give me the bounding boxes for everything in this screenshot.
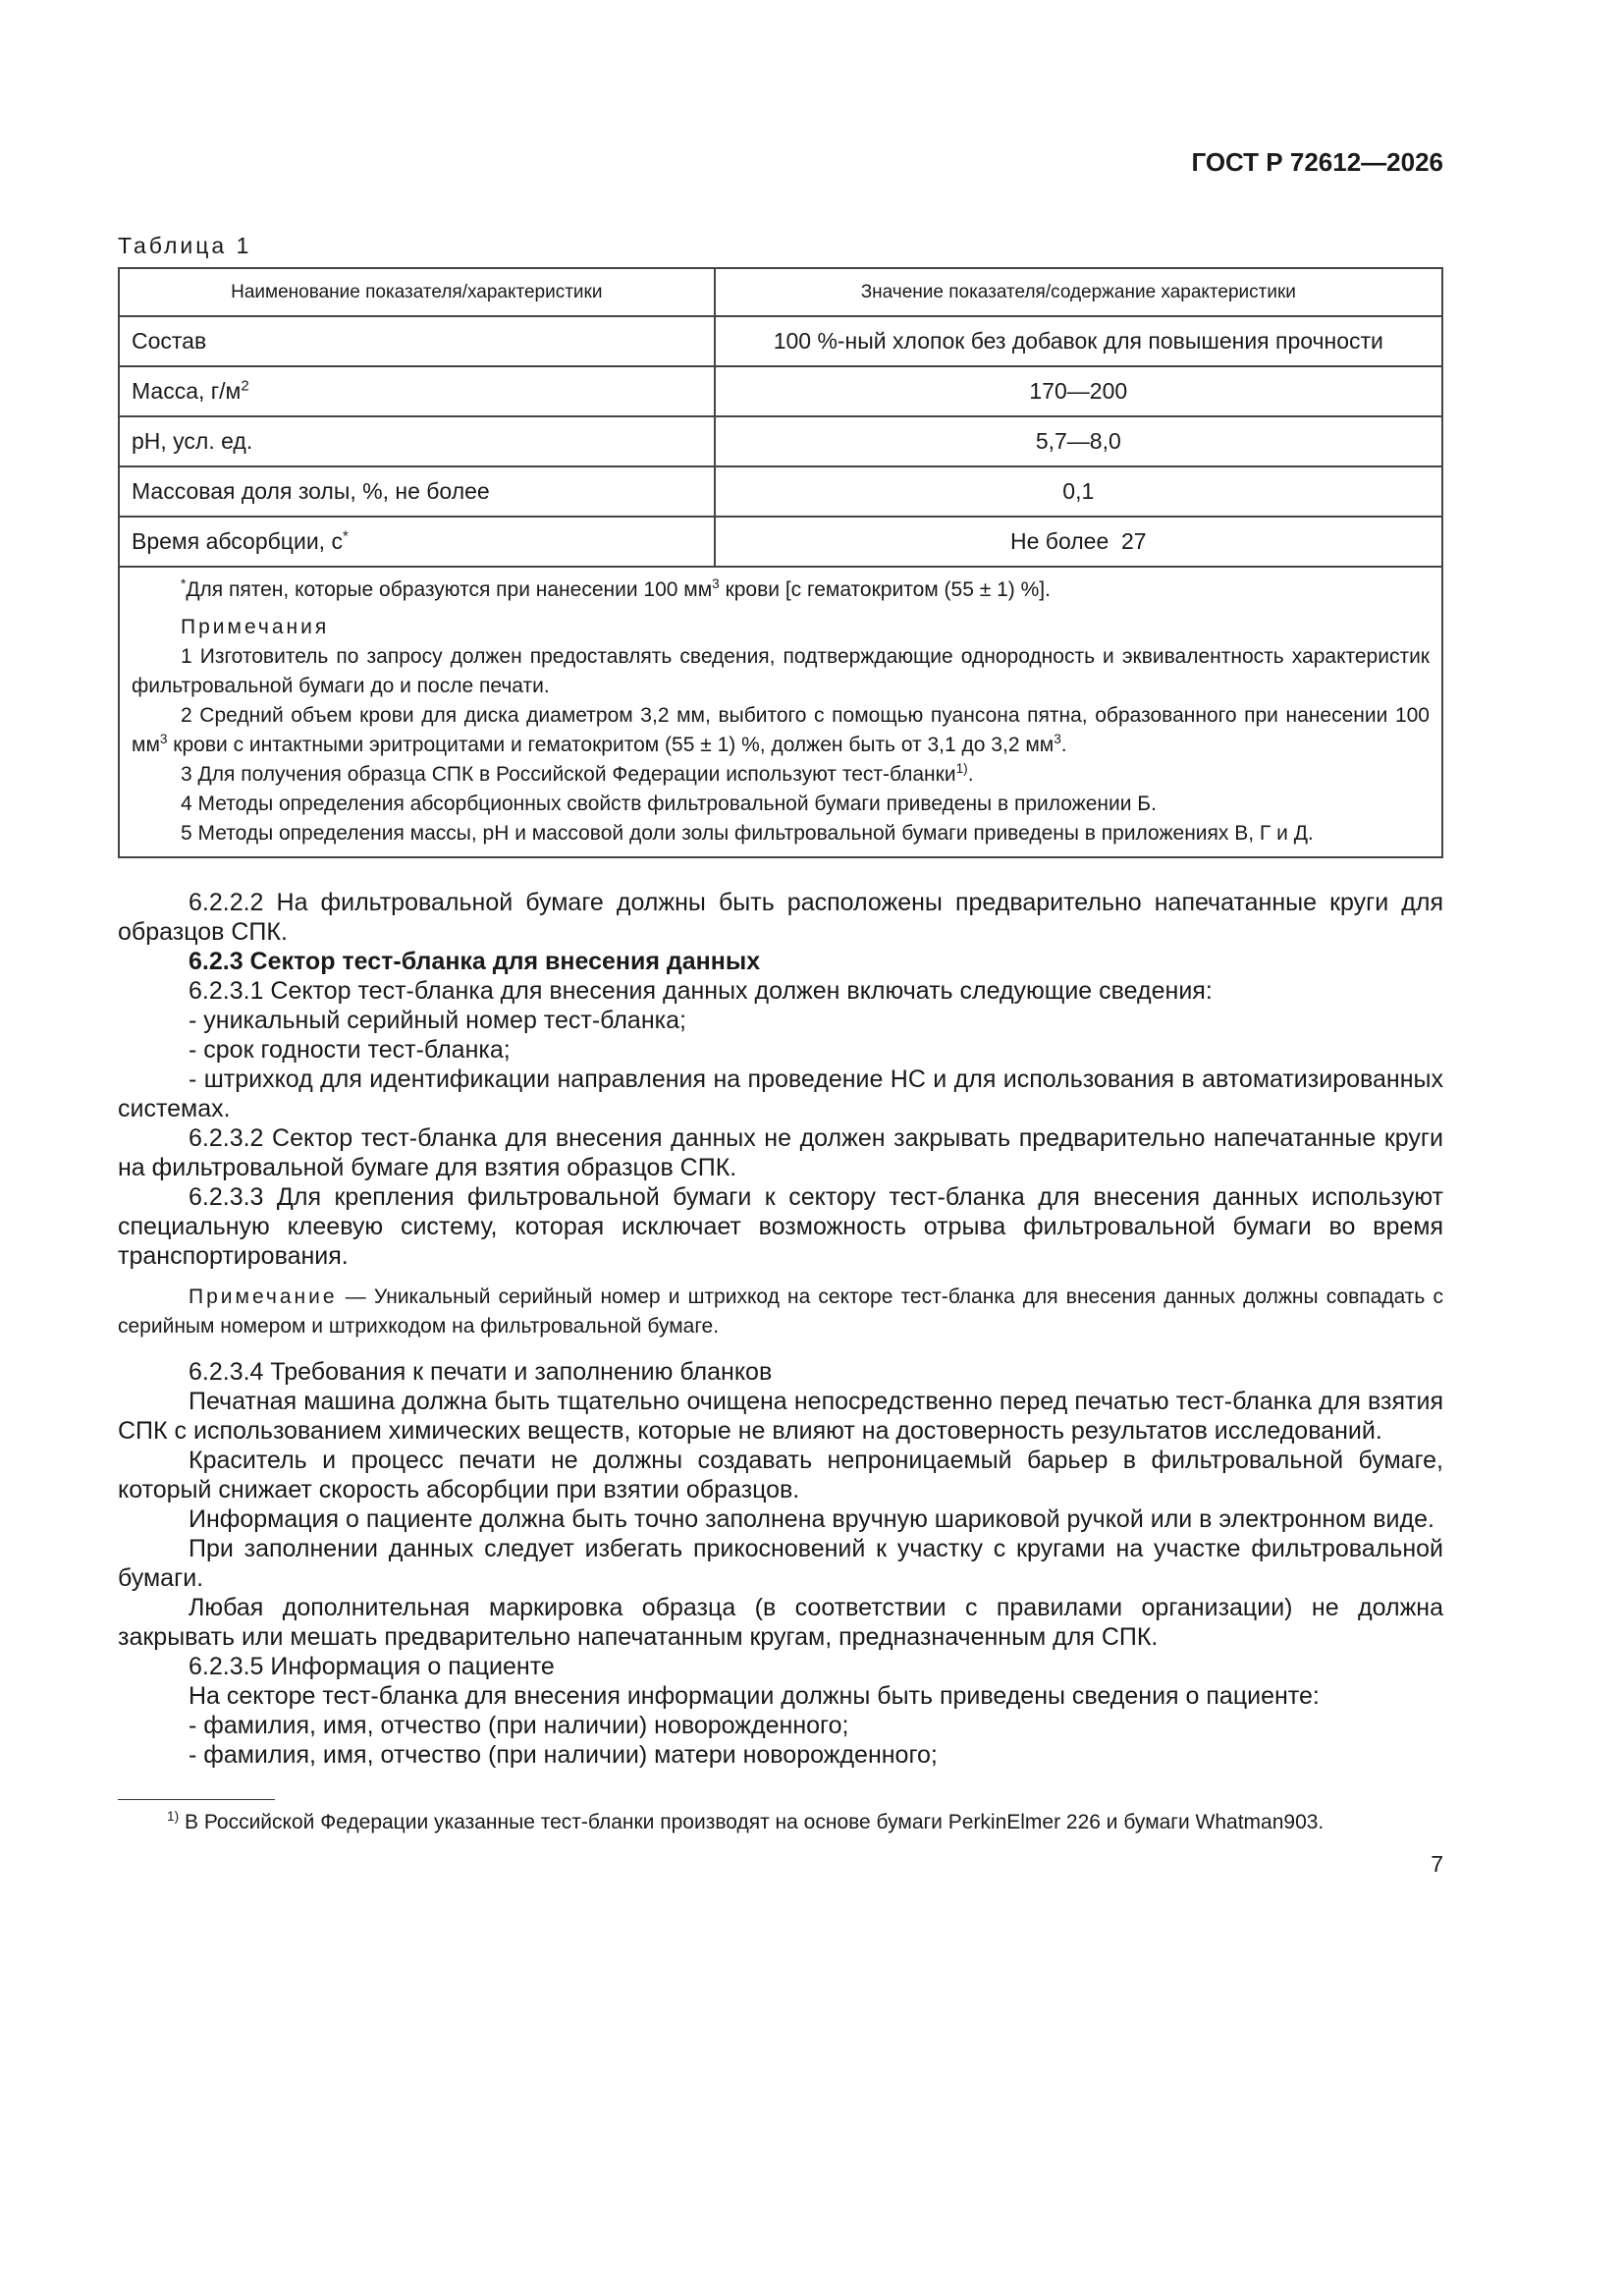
column-header-value: Значение показателя/содержание характеристики xyxy=(715,268,1442,316)
note-3-text: 3 Для получения образца СПК в Российской Федерации используют тест-бланки xyxy=(181,763,956,786)
document-id: ГОСТ Р 72612—2026 xyxy=(1191,147,1443,177)
row-name-superscript: 2 xyxy=(241,377,249,395)
page-footnote xyxy=(118,1808,1443,1837)
spec-table xyxy=(118,267,1443,858)
section-heading-6-2-3: 6.2.3 Сектор тест-бланка для внесения данных xyxy=(189,948,761,975)
note-2-superscript: 3 xyxy=(159,732,168,746)
paragraph-print-4: При заполнении данных следует избегать прикосновений к участку с кругами на участке фильтровальной бумаги. xyxy=(118,1535,1443,1592)
table-row xyxy=(119,366,1442,416)
list-item: - штрихкод для идентификации направления на проведение НС и для использования в автоматизированных системах. xyxy=(118,1066,1443,1122)
row-value: 170—200 xyxy=(715,366,1442,416)
table-row xyxy=(119,517,1442,567)
note-2 xyxy=(132,701,1430,760)
list-item: - уникальный серийный номер тест-бланка; xyxy=(189,1007,686,1034)
paragraph-print-2: Краситель и процесс печати не должны создавать непроницаемый барьер в фильтровальной бумаге, который снижает скорость абсорбции при взятии образцов. xyxy=(118,1447,1443,1503)
footnote-divider xyxy=(118,1799,275,1800)
table-footnote-text: Для пятен, которые образуются при нанесении 100 мм xyxy=(186,578,713,601)
note-2-superscript-end: 3 xyxy=(1054,732,1061,746)
note-4: 4 Методы определения абсорбционных свойств фильтровальной бумаги приведены в приложении Б. xyxy=(181,793,1157,815)
note-2-text-end: . xyxy=(1060,734,1067,756)
row-value: 5,7—8,0 xyxy=(715,416,1442,466)
note-3-footnote-ref: 1) xyxy=(955,761,968,776)
note-2-text: 2 Средний объем крови для диска диаметром 3,2 мм, выбитого с помощью пуансона пятна, образованного при нанесении 100 мм xyxy=(132,704,1430,756)
row-name xyxy=(119,517,715,567)
row-value: Не более 27 xyxy=(715,517,1442,567)
table-header-row xyxy=(119,268,1442,316)
table-footnote-mark: * xyxy=(181,576,187,591)
column-header-name: Наименование показателя/характеристики xyxy=(119,268,715,316)
remark-label: Примечание xyxy=(189,1285,338,1308)
page-number: 7 xyxy=(1431,1851,1443,1877)
row-name-text: Время абсорбции, с xyxy=(132,528,343,554)
table-notes-row xyxy=(119,567,1442,857)
row-name-text: рН, усл. ед. xyxy=(132,428,253,454)
table-footnote-text-end: крови [с гематокритом (55 ± 1) %]. xyxy=(719,578,1051,601)
table-notes-cell xyxy=(119,567,1442,857)
row-value: 0,1 xyxy=(715,466,1442,517)
body-text xyxy=(118,888,1443,1770)
note-5: 5 Методы определения массы, рН и массовой доли золы фильтровальной бумаги приведены в приложениях В, Г и Д. xyxy=(181,822,1314,845)
row-name xyxy=(119,416,715,466)
table-footnote-superscript: 3 xyxy=(712,576,720,591)
paragraph-print-1: Печатная машина должна быть тщательно очищена непосредственно перед печатью тест-бланка для взятия СПК с использованием химических веществ, которые не влияют на достоверность результатов исследований. xyxy=(118,1388,1443,1445)
list-item: - фамилия, имя, отчество (при наличии) матери новорожденного; xyxy=(189,1741,938,1769)
paragraph-6-2-3-3: 6.2.3.3 Для крепления фильтровальной бумаги к сектору тест-бланка для внесения данных используют специальную клеевую систему, которая исключает возможность отрыва фильтровальной бумаги во время транспортирования. xyxy=(118,1183,1443,1270)
page-footnote-text: В Российской Федерации указанные тест-бланки производят на основе бумаги PerkinElmer 226 и бумаги Whatman903. xyxy=(179,1811,1325,1833)
paragraph-6-2-3-2: 6.2.3.2 Сектор тест-бланка для внесения данных не должен закрывать предварительно напечатанные круги на фильтровальной бумаге для взятия образцов СПК. xyxy=(118,1124,1443,1181)
row-name-text: Массовая доля золы, %, не более xyxy=(132,478,490,504)
paragraph-6-2-2-2: 6.2.2.2 На фильтровальной бумаге должны быть расположены предварительно напечатанные круги для образцов СПК. xyxy=(118,889,1443,946)
row-name xyxy=(119,366,715,416)
note-2-text-middle: крови с интактными эритроцитами и гематокритом (55 ± 1) %, должен быть от 3,1 до 3,2 мм xyxy=(167,734,1055,756)
note-3 xyxy=(132,760,1430,790)
row-value: 100 %-ный хлопок без добавок для повышения прочности xyxy=(715,316,1442,366)
paragraph-print-5: Любая дополнительная маркировка образца (в соответствии с правилами организации) не должна закрывать или мешать предварительно напечатанным кругам, предназначенным для СПК. xyxy=(118,1594,1443,1651)
table-row xyxy=(119,316,1442,366)
remark-text: — Уникальный серийный номер и штрихкод на секторе тест-бланка для внесения данных должны совпадать с серийным номером и штрихкодом на фильтровальной бумаге. xyxy=(118,1285,1443,1338)
note-3-text-end: . xyxy=(967,763,974,786)
notes-heading: Примечания xyxy=(181,616,330,638)
row-name-text: Масса, г/м xyxy=(132,378,242,404)
table-row xyxy=(119,416,1442,466)
remark-note xyxy=(118,1283,1443,1341)
paragraph-6-2-3-5: 6.2.3.5 Информация о пациенте xyxy=(189,1653,555,1680)
table-footnote xyxy=(132,575,1430,605)
row-name xyxy=(119,466,715,517)
note-1: 1 Изготовитель по запросу должен предоставлять сведения, подтверждающие однородность и эквивалентность характеристик фильтровальной бумаги до и после печати. xyxy=(132,645,1430,697)
paragraph-6-2-3-1: 6.2.3.1 Сектор тест-бланка для внесения данных должен включать следующие сведения: xyxy=(189,977,1213,1005)
row-name-text: Состав xyxy=(132,328,207,354)
row-name xyxy=(119,316,715,366)
row-name-superscript: * xyxy=(342,527,349,545)
table-row xyxy=(119,466,1442,517)
paragraph-patient: На секторе тест-бланка для внесения информации должны быть приведены сведения о пациенте: xyxy=(189,1682,1320,1710)
table-caption: Таблица 1 xyxy=(118,233,252,258)
list-item: - фамилия, имя, отчество (при наличии) новорожденного; xyxy=(189,1712,849,1739)
paragraph-6-2-3-4: 6.2.3.4 Требования к печати и заполнению бланков xyxy=(189,1358,773,1386)
list-item: - срок годности тест-бланка; xyxy=(189,1036,511,1064)
paragraph-print-3: Информация о пациенте должна быть точно заполнена вручную шариковой ручкой или в электронном виде. xyxy=(189,1505,1434,1533)
page-footnote-mark: 1) xyxy=(167,1809,180,1824)
